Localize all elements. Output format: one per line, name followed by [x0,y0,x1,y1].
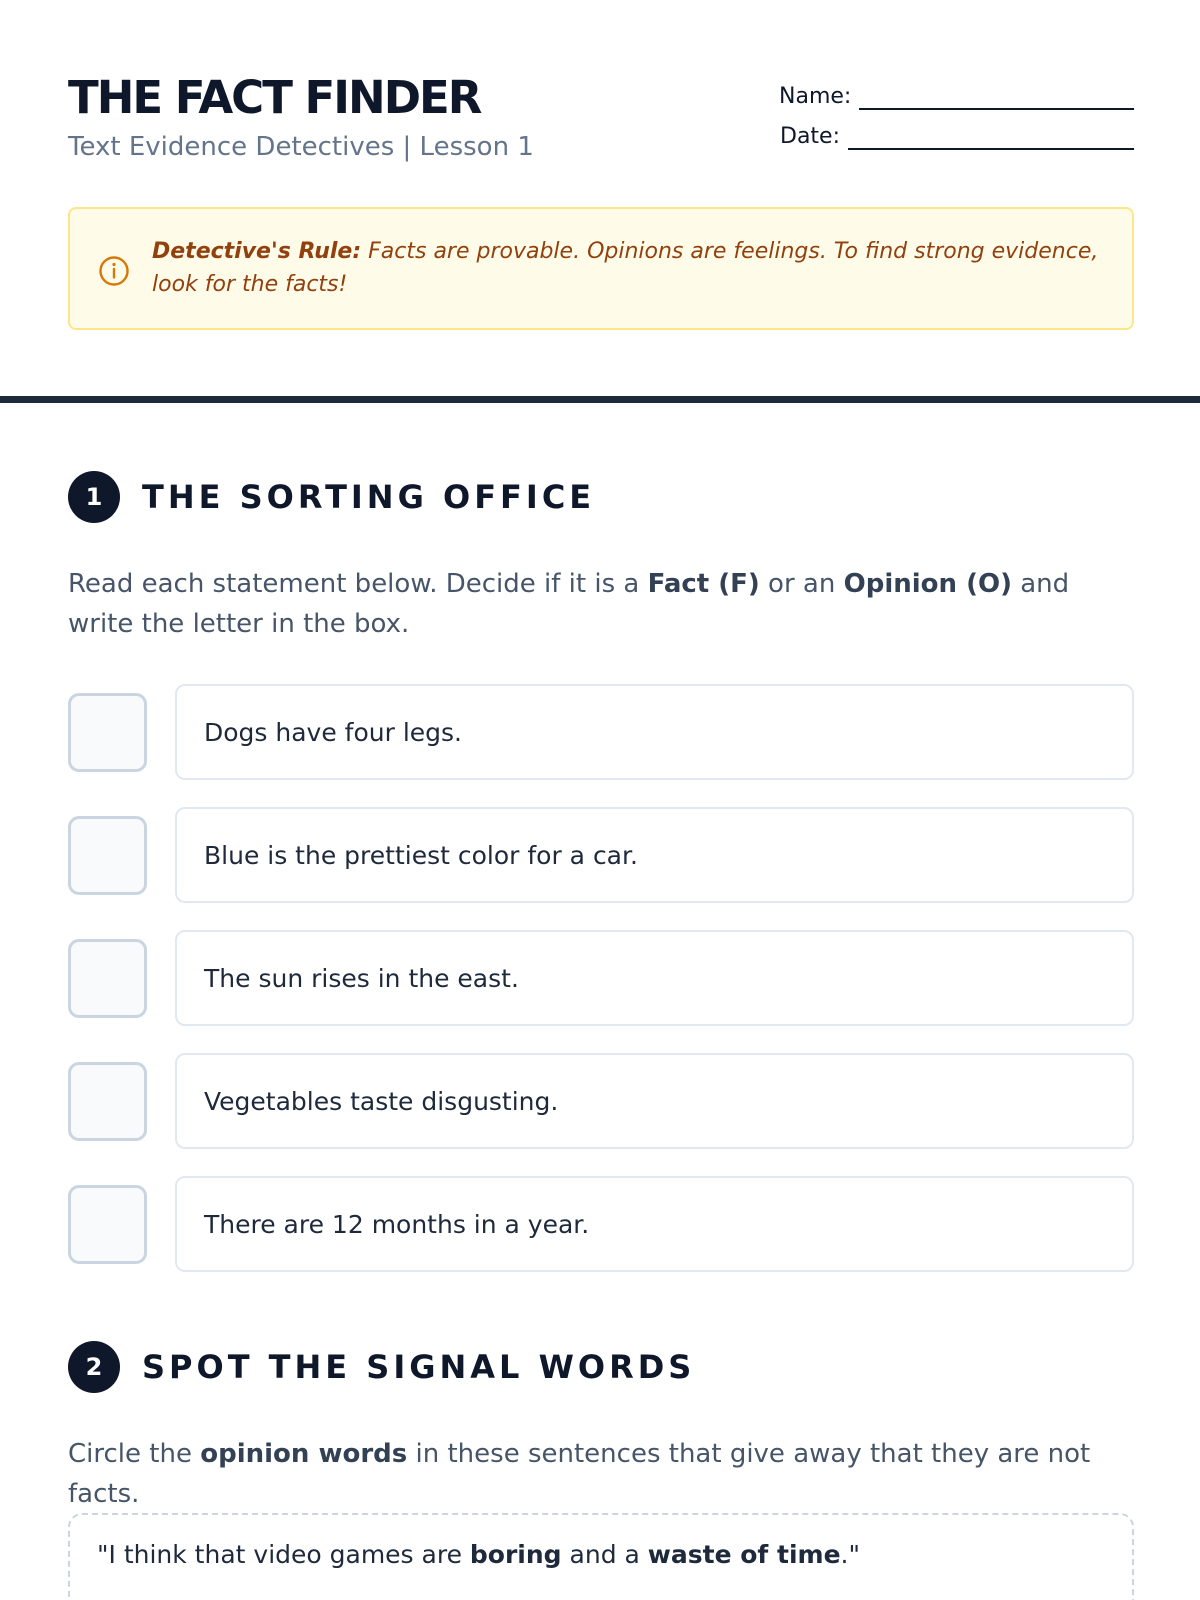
statement-row [68,1176,1134,1272]
section-title: THE SORTING OFFICE [142,478,596,516]
name-row [779,70,1134,110]
section-divider [0,396,1200,403]
opinion-word[interactable]: waste of time [647,1540,841,1569]
answer-box[interactable] [68,1185,147,1264]
section-2-instructions: Circle the opinion words in these sentences that give away that they are not facts. [68,1439,1091,1509]
answer-box[interactable] [68,939,147,1018]
statement-row [68,684,1134,780]
statement-row [68,930,1134,1026]
rule-body: Facts are provable. Opinions are feelings. To find strong evidence, look for the facts! [152,239,1099,297]
date-row [779,110,1134,150]
statement-text: Blue is the prettiest color for a car. [204,840,638,870]
date-field[interactable] [848,128,1134,150]
statement-row [68,1053,1134,1149]
date-label: Date: [780,124,840,149]
info-circle-icon [98,255,130,287]
statement-card [175,684,1134,780]
statement-list [68,684,1134,1299]
section-number-badge: 1 [68,471,120,523]
detective-rule-callout [68,207,1134,330]
statement-text: The sun rises in the east. [204,963,519,993]
rule-label: Detective's Rule: [152,239,362,264]
worksheet-header [68,70,1134,170]
statement-card [175,930,1134,1026]
rule-text [152,235,1102,301]
section-title: SPOT THE SIGNAL WORDS [142,1348,696,1386]
sentence-text[interactable]: "I think that video games are boring and a waste of time." [97,1540,860,1569]
student-info [779,70,1134,150]
answer-box[interactable] [68,816,147,895]
statement-text: Dogs have four legs. [204,717,463,747]
section-2-heading [68,1341,695,1393]
statement-card [175,1176,1134,1272]
sentence-card [68,1513,1134,1600]
statement-text: Vegetables taste disgusting. [204,1086,559,1116]
section-1-instructions: Read each statement below. Decide if it is a Fact (F) or an Opinion (O) and write the letter in the box. [68,569,1070,639]
answer-box[interactable] [68,693,147,772]
statement-card [175,807,1134,903]
name-label: Name: [779,84,852,109]
page-subtitle: Text Evidence Detectives | Lesson 1 [68,132,534,162]
statement-card [175,1053,1134,1149]
name-field[interactable] [859,88,1134,110]
section-number-badge: 2 [68,1341,120,1393]
section-1-heading [68,471,595,523]
statement-row [68,807,1134,903]
answer-box[interactable] [68,1062,147,1141]
opinion-word[interactable]: boring [469,1540,562,1569]
page-title: THE FACT FINDER [68,71,481,124]
statement-text: There are 12 months in a year. [204,1209,590,1239]
